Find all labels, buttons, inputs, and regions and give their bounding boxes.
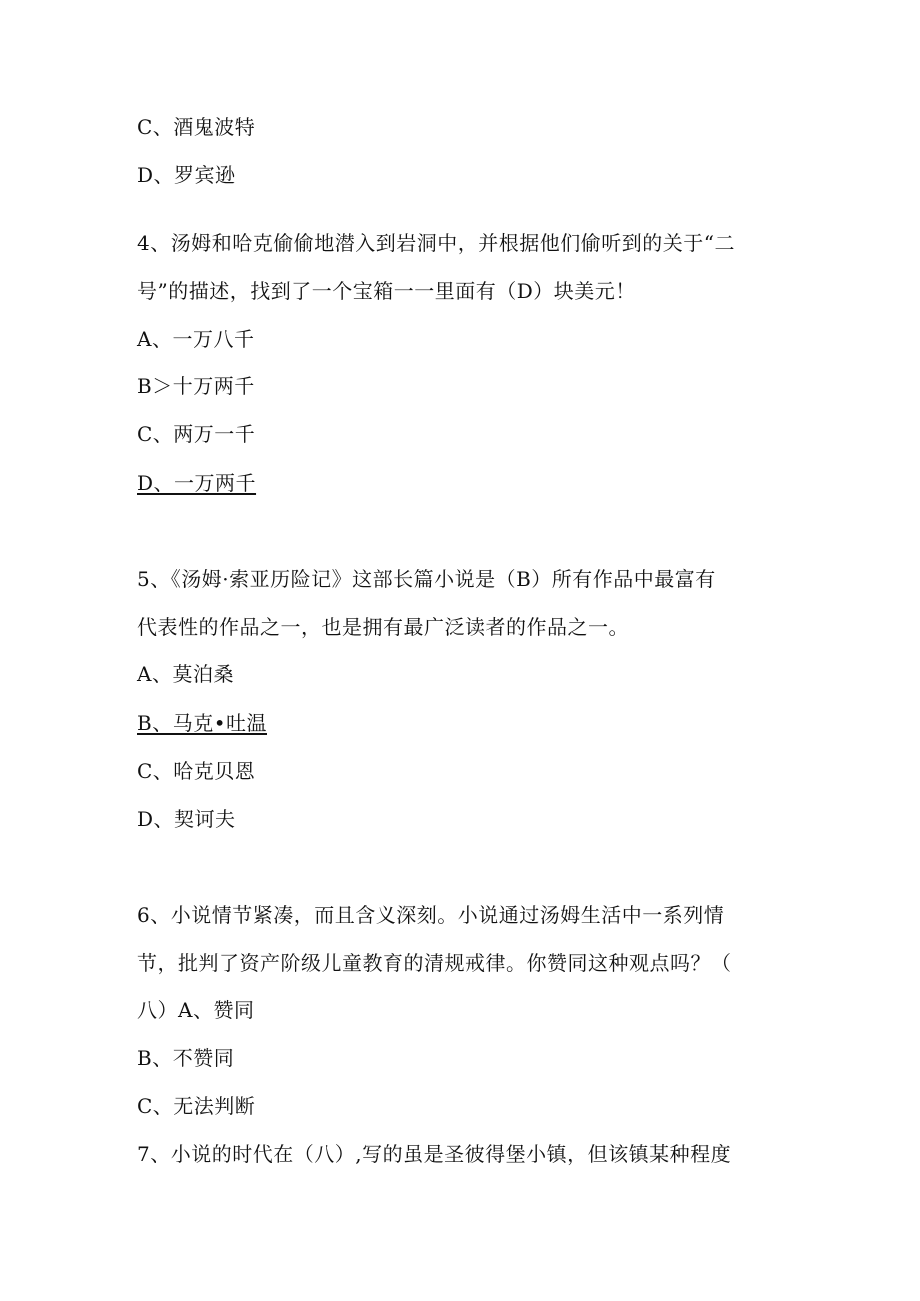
question-5-line-1: 5、《汤姆·索亚历险记》这部长篇小说是（B）所有作品中最富有 [137,567,716,591]
question-5-line-2: 代表性的作品之一，也是拥有最广泛读者的作品之一。 [137,615,629,639]
question-7-line-1: 7、小说的时代在（八）,写的虽是圣彼得堡小镇，但该镇某种程度 [137,1142,732,1166]
option-c-q5: C、哈克贝恩 [137,759,256,783]
option-c-q6: C、无法判断 [137,1094,256,1118]
option-c-q3: C、酒鬼波特 [137,115,256,139]
option-a-q5: A、莫泊桑 [137,662,234,686]
option-b-q4: B＞十万两千 [137,374,255,398]
option-b-q5-answer: B、马克•吐温 [137,711,267,735]
option-d-q5: D、契诃夫 [137,807,236,831]
option-d-q4-answer: D、一万两千 [137,471,257,495]
option-a-q4: A、一万八千 [137,327,255,351]
question-6-line-1: 6、小说情节紧凑，而且含义深刻。小说通过汤姆生活中一系列情 [137,903,725,927]
question-6-line-2: 节，批判了资产阶级儿童教育的清规戒律。你赞同这种观点吗？（ [137,951,732,975]
option-d-q3: D、罗宾逊 [137,163,236,187]
question-6-line-3: 八）A、赞同 [137,998,255,1022]
question-4-line-2: 号”的描述，找到了一个宝箱一一里面有（D）块美元！ [137,279,636,303]
option-c-q4: C、两万一千 [137,422,256,446]
option-b-q6: B、不赞同 [137,1046,235,1070]
question-4-line-1: 4、汤姆和哈克偷偷地潜入到岩洞中，并根据他们偷听到的关于“二 [137,231,735,255]
